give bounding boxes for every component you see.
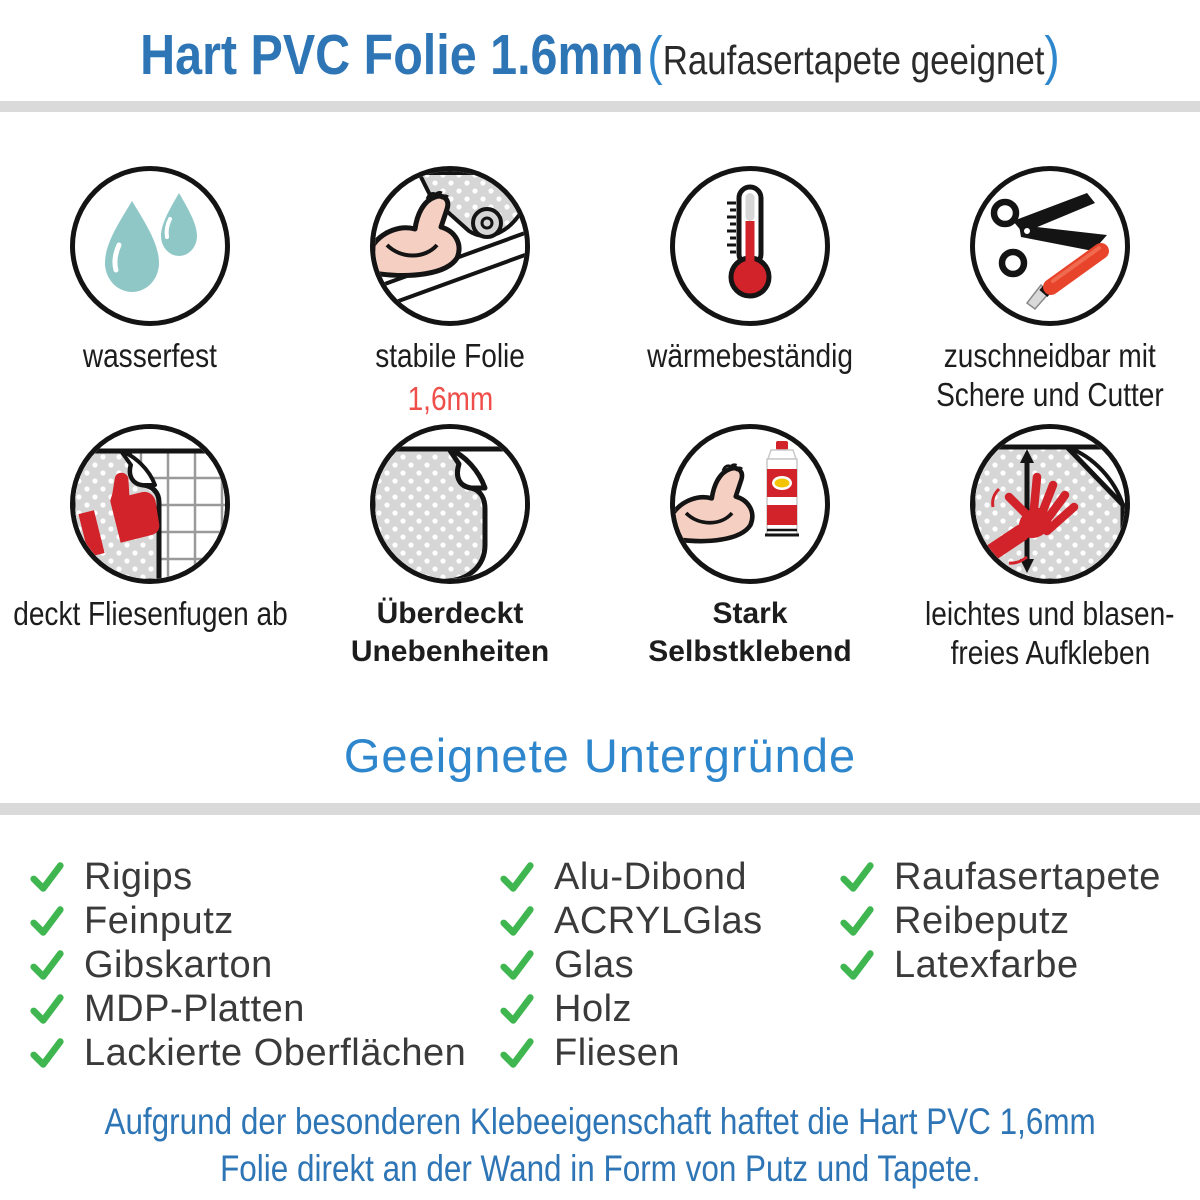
check-icon: [498, 990, 536, 1028]
feature-label-line2: Schere und Cutter: [936, 375, 1164, 413]
scissors-cutter-icon: [970, 166, 1130, 326]
list-item-label: Glas: [554, 943, 635, 986]
feature-sublabel-thickness: 1,6mm: [407, 379, 493, 417]
footer-line1: Aufgrund der besonderen Klebeeigenschaft haftet die Hart PVC 1,6mm: [104, 1101, 1096, 1142]
feature-label: deckt Fliesenfugen ab: [12, 595, 288, 632]
feature-label-line1: leichtes und blasen-: [925, 595, 1175, 632]
list-item: [28, 1031, 493, 1075]
thumbs-up-tiles-icon: [70, 424, 230, 584]
surfaces-column-2: [498, 855, 833, 1075]
feature-stable-foil: [300, 166, 600, 418]
surfaces-column-3: [838, 855, 1200, 987]
divider-bar-top: [0, 101, 1200, 112]
features-row-1: [0, 166, 1200, 418]
list-item: [498, 943, 833, 987]
list-item: [28, 987, 493, 1031]
check-icon: [28, 946, 66, 984]
feature-waterproof: [0, 166, 300, 418]
check-icon: [28, 858, 66, 896]
page-title: [0, 22, 1200, 88]
list-item: [838, 899, 1200, 943]
feature-covers-tile-joints: [0, 424, 300, 673]
feature-label-line2: Selbstklebend: [648, 635, 852, 669]
list-item: [498, 855, 833, 899]
list-item-label: Rigips: [84, 855, 193, 898]
flexed-arm-glue-icon: [670, 424, 830, 584]
divider-bar-mid: [0, 803, 1200, 815]
check-icon: [838, 902, 876, 940]
list-item-label: Lackierte Oberflächen: [84, 1031, 467, 1074]
check-icon: [498, 902, 536, 940]
list-item-label: ACRYLGlas: [554, 899, 763, 942]
list-item: [838, 943, 1200, 987]
feature-label-line1: Stark: [712, 597, 788, 630]
features-row-2: [0, 424, 1200, 673]
list-item-label: Gibskarton: [84, 943, 273, 986]
feature-label-line2: Unebenheiten: [350, 635, 550, 669]
list-item: [498, 987, 833, 1031]
check-icon: [28, 1034, 66, 1072]
feature-bubble-free: [900, 424, 1200, 673]
list-item-label: MDP-Platten: [84, 987, 305, 1030]
list-item-label: Holz: [554, 987, 633, 1030]
feature-label-line2: freies Aufkleben: [950, 633, 1150, 671]
list-item-label: Feinputz: [84, 899, 234, 942]
check-icon: [838, 858, 876, 896]
check-icon: [498, 1034, 536, 1072]
feature-heat-resistant: [600, 166, 900, 418]
feature-label: wasserfest: [82, 337, 218, 374]
list-item-label: Fliesen: [554, 1031, 680, 1074]
list-item: [498, 1031, 833, 1075]
feature-label: stabile Folie: [375, 337, 525, 374]
list-item: [498, 899, 833, 943]
title-subtitle: Raufasertapete geeignet: [662, 37, 1045, 83]
check-icon: [28, 990, 66, 1028]
water-drops-icon: [70, 166, 230, 326]
footer-line2: Folie direkt an der Wand in Form von Putz und Tapete.: [219, 1148, 981, 1190]
list-item: [28, 855, 493, 899]
surfaces-column-1: [28, 855, 493, 1075]
hand-smoothing-foil-icon: [970, 424, 1130, 584]
check-icon: [838, 946, 876, 984]
feature-covers-unevenness: [300, 424, 600, 673]
foil-corner-fold-icon: [370, 424, 530, 584]
check-icon: [498, 858, 536, 896]
list-item: [28, 899, 493, 943]
feature-label: wärmebeständig: [647, 337, 853, 374]
check-icon: [28, 902, 66, 940]
list-item-label: Reibeputz: [894, 899, 1070, 942]
list-item: [838, 855, 1200, 899]
title-main: Hart PVC Folie 1.6mm: [140, 23, 644, 87]
list-item-label: Alu-Dibond: [554, 855, 747, 898]
list-item: [28, 943, 493, 987]
feature-cuttable: [900, 166, 1200, 418]
thermometer-icon: [670, 166, 830, 326]
feature-label-line1: zuschneidbar mit: [943, 337, 1157, 374]
feature-label-line1: Überdeckt: [376, 597, 524, 630]
flexed-arm-foil-icon: [370, 166, 530, 326]
feature-self-adhesive: [600, 424, 900, 673]
footer-note: [0, 1098, 1200, 1193]
title-paren-close: ): [1044, 26, 1060, 86]
list-item-label: Latexfarbe: [894, 943, 1079, 986]
surfaces-heading: Geeignete Untergründe: [343, 729, 857, 782]
list-item-label: Raufasertapete: [894, 855, 1161, 898]
check-icon: [498, 946, 536, 984]
title-paren-open: (: [647, 26, 663, 86]
